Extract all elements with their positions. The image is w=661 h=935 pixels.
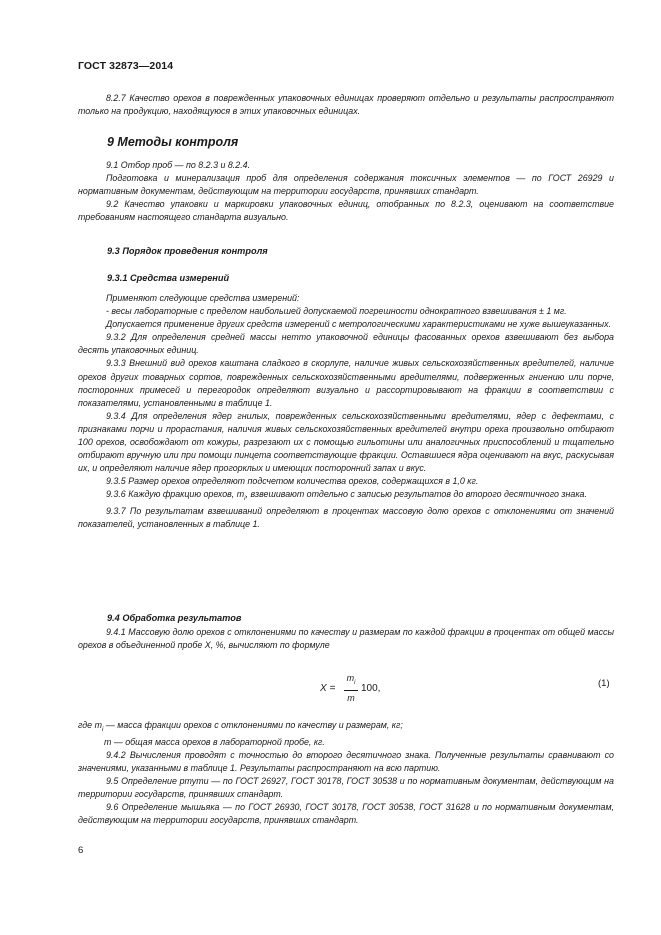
heading-9-3: 9.3 Порядок проведения контроля [107,246,268,256]
where-mass-symbol: m [94,720,102,730]
paragraph-9-2: 9.2 Качество упаковки и маркировки упаковочных единиц, отобранных по 8.2.3, оценивают на соответствие требованиям настоящего стандарта визуально. [78,199,614,223]
paragraph-9-3-6-rest: , взвешивают отдельно с записью результатов до второго десятичного знака. [245,489,587,500]
paragraph-9-1: 9.1 Отбор проб — по 8.2.3 и 8.2.4. [106,160,251,170]
paragraph-9-3-1-scales: - весы лабораторные с пределом наибольшей допускаемой погрешности однократного взвешивания ± 1 мг. [106,306,567,317]
paragraph-9-3-5: 9.3.5 Размер орехов определяют подсчетом количества орехов, содержащихся в 1,0 кг. [106,476,479,487]
equation-number: (1) [598,678,610,689]
formula-rhs: 100, [361,683,381,694]
mass-symbol: m [236,489,245,500]
paragraph-9-1-preparation: Подготовка и минерализация проб для определения содержания токсичных элементов — по ГОСТ 26929 и нормативным документам, действующим на территории государств, принявших стандарт. [78,173,614,197]
paragraph-8-2-7: 8.2.7 Качество орехов в поврежденных упаковочных единицах проверяют отдельно и результаты распространяют только на продукцию, находящуюся в этих упаковочных единицах. [78,93,614,117]
where-total-mass-symbol: m [104,736,112,747]
paragraph-9-3-6 [78,488,614,505]
paragraph-9-6: 9.6 Определение мышьяка — по ГОСТ 26930, ГОСТ 30178, ГОСТ 30538, ГОСТ 31628 и по нормативным документам, действующим на территории государств, принявших стандарт. [78,802,614,826]
formula-numerator-subscript: i [354,679,356,686]
heading-9-3-1: 9.3.1 Средства измерений [107,273,230,283]
paragraph-9-4-1: 9.4.1 Массовую долю орехов с отклонениями по качеству и размерам по каждой фракции в процентах от общей массы орехов в объединенной пробе Х, %, вычисляют по формуле [78,627,614,651]
mass-subscript: i [244,495,246,503]
where-mass-subscript: i [102,725,104,733]
paragraph-9-3-1-allowance: Допускается применение других средств измерений с метрологическими характеристиками не хуже вышеуказанных. [106,319,611,330]
page-number: 6 [78,845,84,856]
section-9-3-block [78,292,614,531]
where-mass-fraction-text: — масса фракции орехов с отклонениями по качеству и размерам, кг; [105,720,403,730]
where-word: где [78,720,93,730]
paragraph-9-3-3: 9.3.3 Внешний вид орехов каштана сладкого в скорлупе, наличие живых сельскохозяйственных вредителей, наличие орехов других товарных сортов, поврежденных сельскохозяйственными вредителями, подверженных гниению или порче, посторонних примесей и перегородок определяют визуально и рассортировывают на фракции в соответствии с показателями, установленными в таблице 1. [78,358,614,408]
paragraph-9-3-4: 9.3.4 Для определения ядер гнилых, поврежденных сельскохозяйственными вредителями, ядер с дефектами, с признаками порчи и прорастания, наличия живых сельскохозяйственных вредителей внутри ореха произвольно отбирают 100 орехов, освобождают от кожуры, разрезают их с помощью гильотины или аналогичных приспособлений и тщательно отбирают вручную или при помощи пинцета соответствующие фракции. Оставшиеся ядра оценивают на вкус, раскусывая их, и определяют наличие ядер прогорклых и имеющих посторонний запах и вкус. [78,410,614,474]
paragraph-9-5: 9.5 Определение ртути — по ГОСТ 26927, ГОСТ 30178, ГОСТ 30538 и по нормативным документам, действующим на территории государств, принявших стандарт. [78,776,614,800]
paragraph-9-4-2: 9.4.2 Вычисления проводят с точностью до второго десятичного знака. Полученные результаты сравнивают со значениями, указанными в таблице 1. Результаты распространяют на всю партию. [78,749,614,774]
section-8-2-7-block [78,92,614,118]
paragraph-9-3-7: 9.3.7 По результатам взвешиваний определяют в процентах массовую долю орехов с отклонениями от значений показателей, установленных в таблице 1. [78,506,614,530]
section-9-1-9-2-block [78,159,614,224]
formula-denominator: m [347,692,355,703]
where-line-2 [78,736,614,749]
section-9-title: 9 Методы контроля [107,135,239,149]
paragraph-9-3-2: 9.3.2 Для определения средней массы нетто упаковочной единицы фасованных орехов взвешивают без выбора десять упаковочных единиц. [78,332,614,356]
section-9-4-2-to-9-6-block [78,719,614,828]
formula-lhs: X = [320,683,336,694]
formula-numerator: m [346,673,355,683]
section-9-4-1-block [78,626,614,652]
paragraph-9-3-1-intro: Применяют следующие средства измерений: [106,293,300,303]
document-header: ГОСТ 32873—2014 [78,60,174,72]
heading-9-4: 9.4 Обработка результатов [107,613,242,623]
formula-fraction [344,672,358,704]
where-total-mass-text: — общая масса орехов в лабораторной пробе, кг. [113,736,325,747]
fraction-bar [344,690,358,691]
where-line-1 [78,719,614,736]
paragraph-9-3-6-text: 9.3.6 Каждую фракцию орехов, [106,489,235,500]
